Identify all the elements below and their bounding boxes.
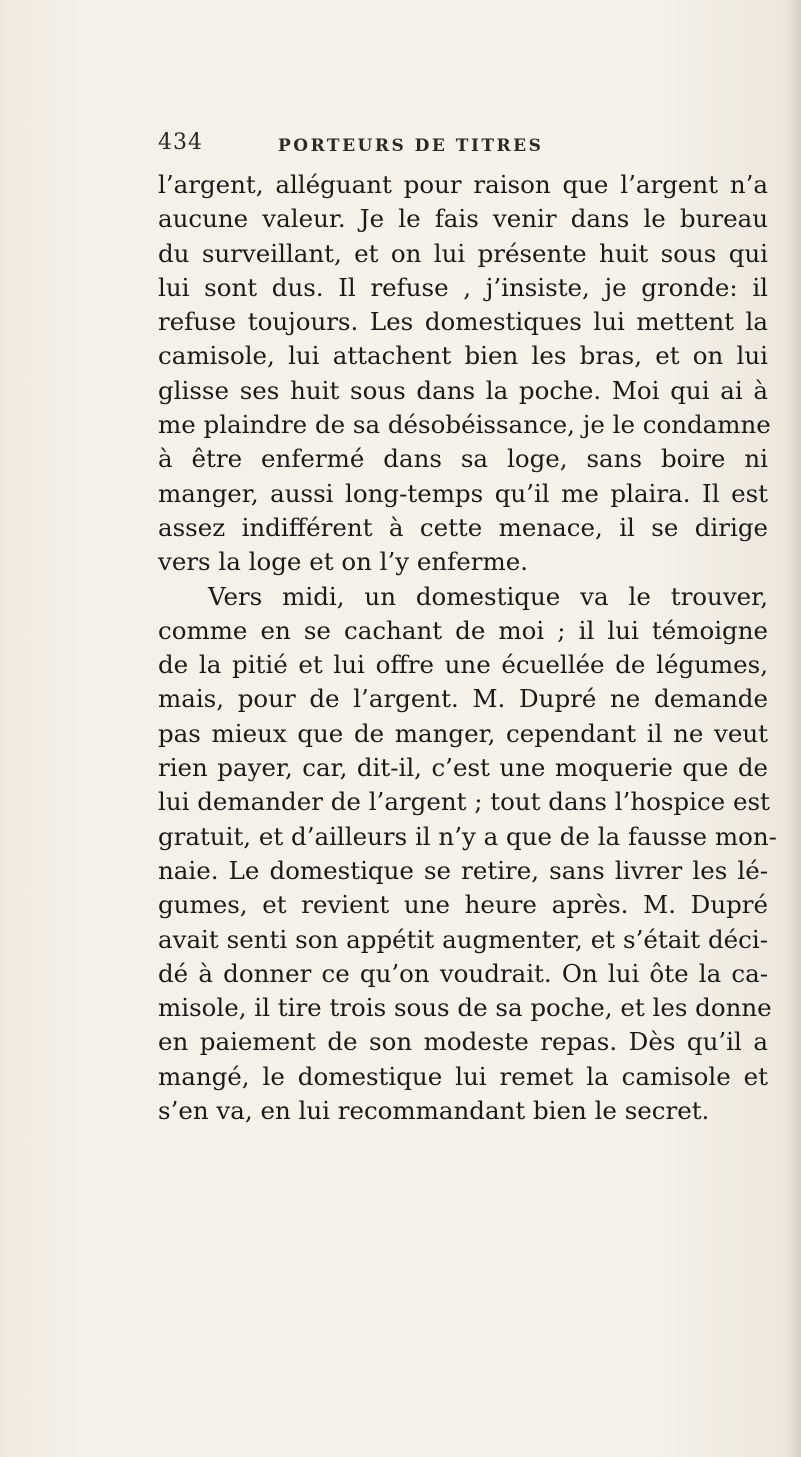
text-line: mais, pour de l’argent. M. Dupré ne demande bbox=[158, 684, 768, 714]
text-line: gumes, et revient une heure après. M. Dupré bbox=[158, 890, 768, 920]
text-line: aucune valeur. Je le fais venir dans le bureau bbox=[158, 204, 768, 234]
text-line: misole, il tire trois sous de sa poche, et les donne bbox=[158, 993, 772, 1023]
text-line: comme en se cachant de moi ; il lui témoigne bbox=[158, 615, 768, 645]
text-line: Vers midi, un domestique va le trouver, bbox=[208, 581, 768, 611]
text-line: naie. Le domestique se retire, sans livrer les lé- bbox=[158, 855, 768, 885]
text-line: mangé, le domestique lui remet la camisole et bbox=[158, 1061, 768, 1091]
text-line: pas mieux que de manger, cependant il ne veut bbox=[158, 718, 768, 748]
text-line: avait senti son appétit augmenter, et s’était déci- bbox=[158, 924, 768, 954]
page-edge-shadow bbox=[787, 0, 801, 1457]
text-line: du surveillant, et on lui présente huit sous qui bbox=[158, 238, 768, 268]
text-line: en paiement de son modeste repas. Dès qu’il a bbox=[158, 1027, 768, 1057]
text-line: camisole, lui attachent bien les bras, et on lui bbox=[158, 341, 768, 371]
text-line: manger, aussi long-temps qu’il me plaira. Il est bbox=[158, 478, 768, 508]
text-line: s’en va, en lui recommandant bien le secret. bbox=[158, 1096, 710, 1126]
text-line: dé à donner ce qu’on voudrait. On lui ôte la ca- bbox=[158, 958, 768, 988]
text-line: refuse toujours. Les domestiques lui mettent la bbox=[158, 307, 768, 337]
text-line: assez indifférent à cette menace, il se dirige bbox=[158, 512, 768, 542]
text-line: me plaindre de sa désobéissance, je le condamne bbox=[158, 410, 771, 440]
text-line: lui demander de l’argent ; tout dans l’hospice est bbox=[158, 787, 770, 817]
text-line: lui sont dus. Il refuse , j’insiste, je gronde: il bbox=[158, 272, 768, 302]
text-line: glisse ses huit sous dans la poche. Moi qui ai à bbox=[158, 375, 768, 405]
body-text bbox=[158, 168, 777, 1128]
page-number: 434 bbox=[158, 130, 203, 155]
text-line: à être enfermé dans sa loge, sans boire ni bbox=[158, 444, 768, 474]
text-line: vers la loge et on l’y enferme. bbox=[158, 547, 528, 577]
paragraph-1 bbox=[158, 168, 771, 580]
running-head: PORTEURS DE TITRES bbox=[278, 136, 544, 156]
text-line: gratuit, et d’ailleurs il n’y a que de la fausse mon- bbox=[158, 821, 777, 851]
text-line: l’argent, alléguant pour raison que l’argent n’a bbox=[158, 170, 768, 199]
paragraph-2 bbox=[158, 580, 777, 1129]
text-line: rien payer, car, dit-il, c’est une moquerie que de bbox=[158, 753, 768, 783]
text-line: de la pitié et lui offre une écuellée de légumes, bbox=[158, 650, 768, 680]
